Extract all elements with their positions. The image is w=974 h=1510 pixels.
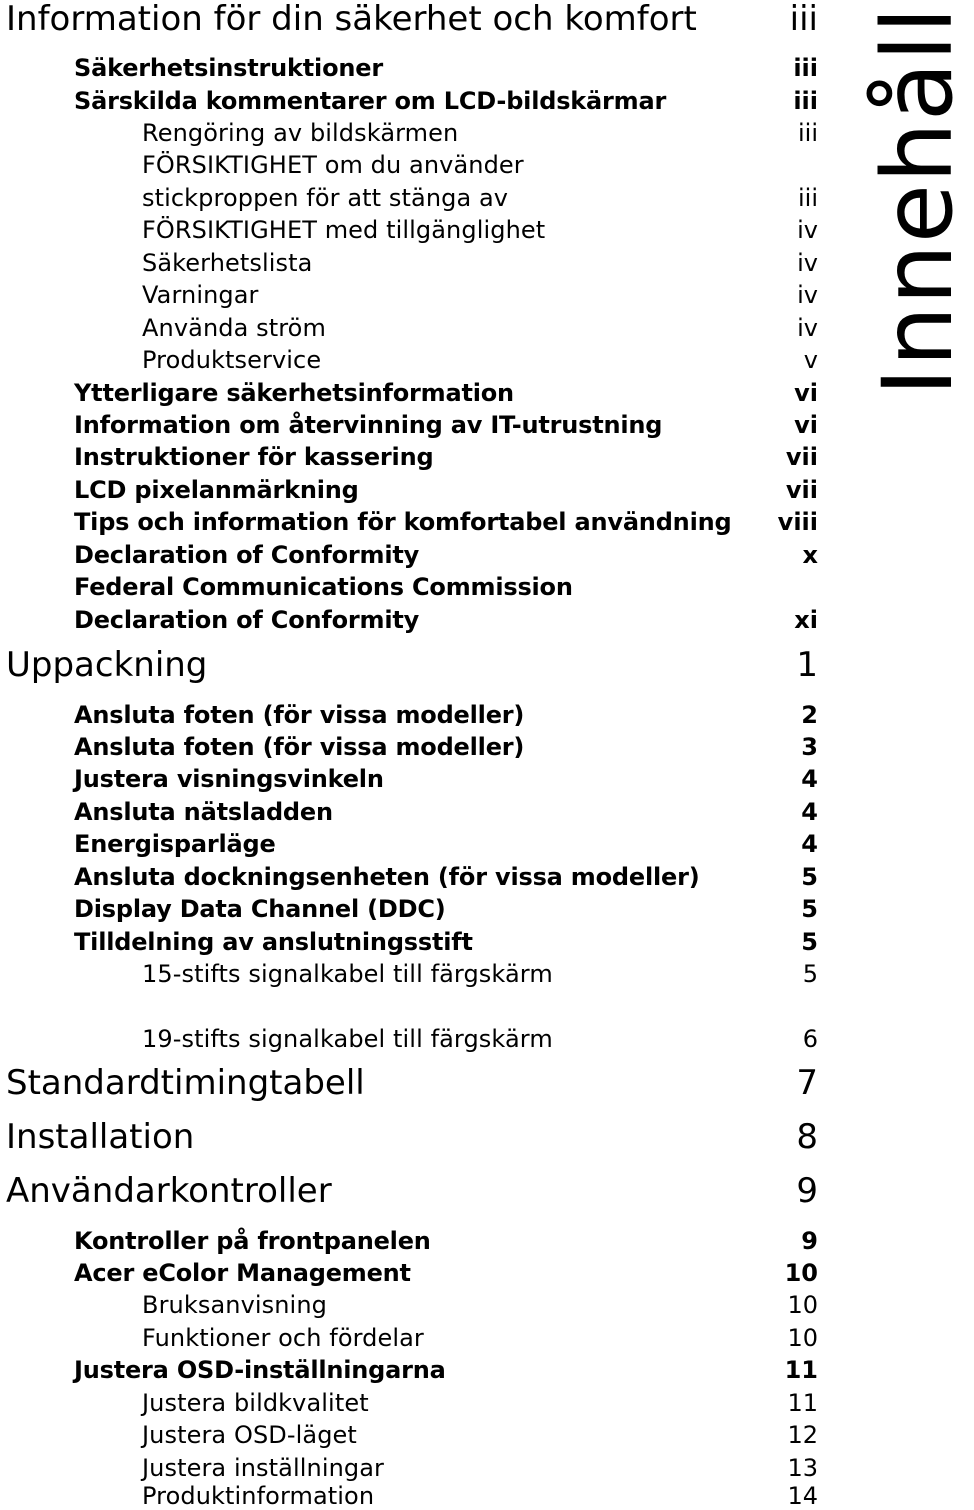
toc-entry-page: iii xyxy=(793,54,818,82)
toc-entry-title: Kontroller på frontpanelen xyxy=(74,1227,431,1255)
toc-entry-page: iv xyxy=(797,249,818,277)
toc-entry-title: 19-stifts signalkabel till färgskärm xyxy=(142,1025,553,1053)
toc-entry-title: Declaration of Conformity xyxy=(74,541,420,569)
toc-entry-title: Bruksanvisning xyxy=(142,1291,327,1319)
toc-entry-title: Tips och information för komfortabel användning xyxy=(74,508,732,536)
toc-entry-title: Säkerhetslista xyxy=(142,249,313,277)
toc-entry-title: Information för din säkerhet och komfort xyxy=(6,0,697,39)
toc-entry-page: iii xyxy=(797,119,818,147)
toc-entry-title: Acer eColor Management xyxy=(74,1259,411,1287)
toc-entry-title: Energisparläge xyxy=(74,830,276,858)
toc-entry-page: 12 xyxy=(787,1421,818,1449)
toc-entry-page: vii xyxy=(785,443,818,471)
toc-entry-title: Rengöring av bildskärmen xyxy=(142,119,459,147)
toc-entry-page: 1 xyxy=(796,645,818,685)
toc-entry-page: 6 xyxy=(802,1025,818,1053)
toc-entry-page: 5 xyxy=(802,960,818,988)
toc-entry-title: FÖRSIKTIGHET med tillgänglighet xyxy=(142,216,546,244)
toc-entry-title: Ytterligare säkerhetsinformation xyxy=(74,379,514,407)
toc-entry-title: FÖRSIKTIGHET om du använder xyxy=(142,151,524,179)
toc-entry-title: Display Data Channel (DDC) xyxy=(74,895,446,923)
toc-entry-page: 4 xyxy=(801,830,818,858)
toc-entry-title: Produktinformation xyxy=(142,1482,375,1510)
toc-entry-page: iii xyxy=(793,87,818,115)
toc-entry-page: 11 xyxy=(784,1356,818,1384)
toc-entry-page: 8 xyxy=(796,1117,818,1157)
toc-entry-page: 2 xyxy=(801,701,818,729)
toc-entry-title: Tilldelning av anslutningsstift xyxy=(74,928,473,956)
toc-entry-page: iv xyxy=(797,281,818,309)
toc-entry-title: Säkerhetsinstruktioner xyxy=(74,54,383,82)
toc-entry-title: stickproppen för att stänga av xyxy=(142,184,509,212)
toc-entry-title: Ansluta nätsladden xyxy=(74,798,333,826)
toc-entry-page: xi xyxy=(794,606,818,634)
toc-entry-page: 5 xyxy=(801,863,818,891)
toc-entry-page: 4 xyxy=(801,765,818,793)
toc-entry-page: iii xyxy=(789,0,818,39)
toc-entry-page: 4 xyxy=(801,798,818,826)
toc-entry-title: Federal Communications Commission xyxy=(74,573,573,601)
toc-entry-page: 10 xyxy=(787,1291,818,1319)
toc-entry-page: 5 xyxy=(801,895,818,923)
toc-entry-title: Varningar xyxy=(142,281,259,309)
toc-entry-title: Produktservice xyxy=(142,346,322,374)
toc-entry-page: vi xyxy=(794,379,818,407)
toc-entry-title: Användarkontroller xyxy=(6,1171,332,1211)
toc-entry-page: iv xyxy=(797,314,818,342)
toc-entry-title: Information om återvinning av IT-utrustning xyxy=(74,411,663,439)
toc-entry-page: vii xyxy=(785,476,818,504)
toc-entry-page: iv xyxy=(797,216,818,244)
toc-entry-title: 15-stifts signalkabel till färgskärm xyxy=(142,960,553,988)
toc-entry-page: vi xyxy=(794,411,818,439)
toc-entry-title: Justera OSD-inställningarna xyxy=(74,1356,446,1384)
toc-entry-title: LCD pixelanmärkning xyxy=(74,476,359,504)
toc-entry-title: Funktioner och fördelar xyxy=(142,1324,424,1352)
toc-entry-page: 13 xyxy=(787,1454,818,1482)
toc-entry-page: 9 xyxy=(796,1171,818,1211)
toc-entry-title: Ansluta dockningsenheten (för vissa modeller) xyxy=(74,863,700,891)
toc-entry-title: Uppackning xyxy=(6,645,208,685)
toc-entry-title: Declaration of Conformity xyxy=(74,606,420,634)
toc-entry-page: 10 xyxy=(784,1259,818,1287)
toc-entry-title: Särskilda kommentarer om LCD-bildskärmar xyxy=(74,87,667,115)
toc-entry-title: Använda ström xyxy=(142,314,326,342)
toc-entry-title: Instruktioner för kassering xyxy=(74,443,434,471)
toc-entry-title: Ansluta foten (för vissa modeller) xyxy=(74,701,525,729)
toc-entry-page: x xyxy=(802,541,818,569)
toc-entry-page: 11 xyxy=(787,1389,818,1417)
toc-entry-page: 3 xyxy=(801,733,818,761)
toc-entry-page: iii xyxy=(797,184,818,212)
toc-entry-page: v xyxy=(803,346,818,374)
toc-entry-page: 7 xyxy=(796,1063,818,1103)
toc-entry-page: 10 xyxy=(787,1324,818,1352)
toc-entry-title: Justera visningsvinkeln xyxy=(74,765,384,793)
toc-entry-page: 5 xyxy=(801,928,818,956)
side-title: Innehåll xyxy=(862,6,974,397)
toc-entry-title: Ansluta foten (för vissa modeller) xyxy=(74,733,525,761)
toc-entry-page: 9 xyxy=(801,1227,818,1255)
toc-entry-title: Justera inställningar xyxy=(142,1454,385,1482)
toc-entry-page: 14 xyxy=(787,1482,818,1510)
toc-entry-title: Justera OSD-läget xyxy=(142,1421,357,1449)
toc-entry-title: Justera bildkvalitet xyxy=(142,1389,369,1417)
toc-entry-title: Standardtimingtabell xyxy=(6,1063,365,1103)
toc-entry-page: viii xyxy=(777,508,818,536)
toc-entry-title: Installation xyxy=(6,1117,195,1157)
